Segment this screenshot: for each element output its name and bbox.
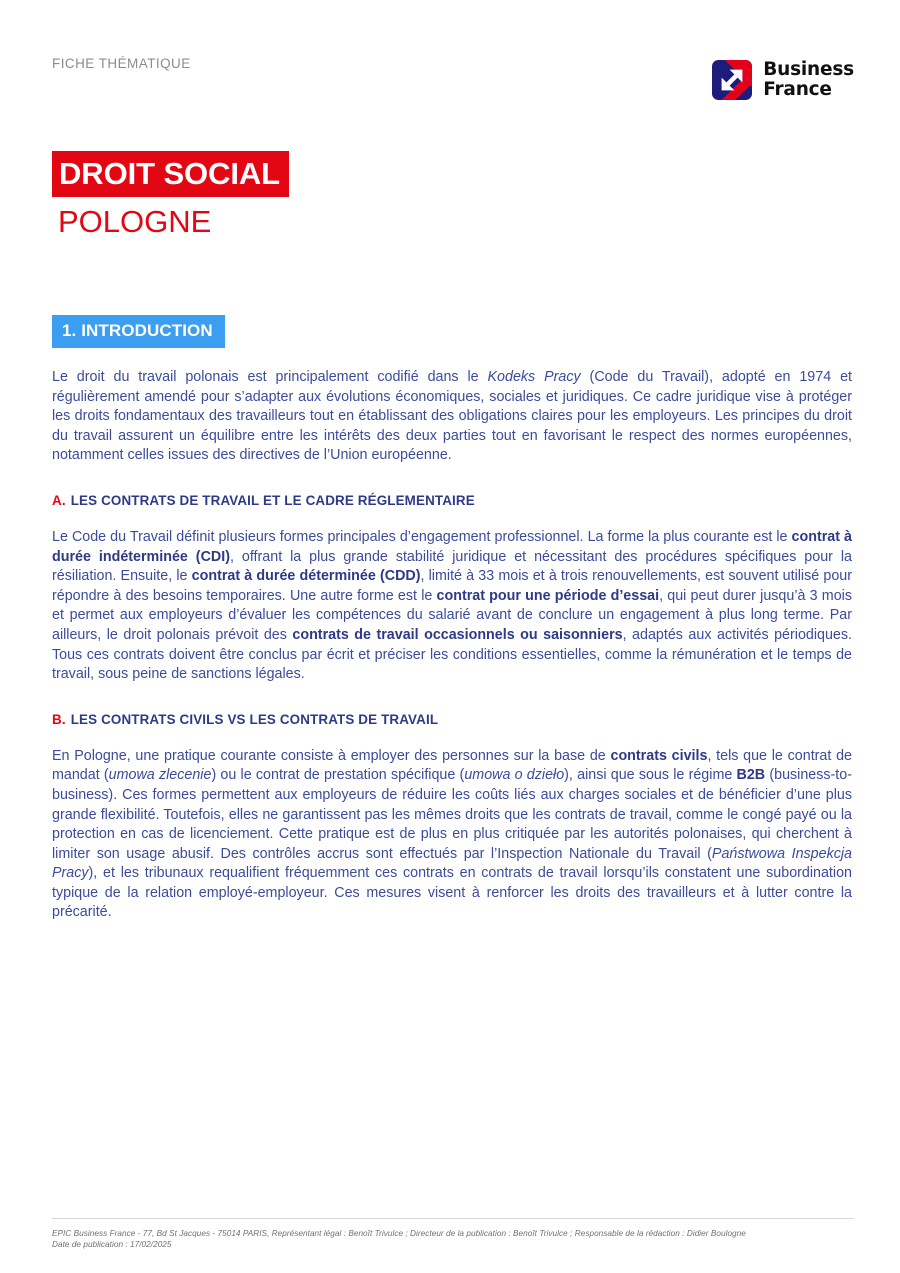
title-subtitle: POLOGNE: [58, 204, 212, 239]
business-france-logo: [712, 52, 854, 108]
sa-t3: , limité à 33 mois et à trois renouvellements, est souvent utilisé pour répondre à des besoins temporaires. Une autre forme est le: [52, 568, 852, 604]
intro-text-2: (Code du Travail), adopté en 1974 et régulièrement amendé pour s’adapter aux évolutions économiques, sociales et juridiques. Ce cadre juridique vise à protéger les droits fondamentaux des travailleurs tout en établissant des obligations claires pour les employeurs. Les principes du droit du travail assurent un équilibre entre les intérêts des deux parties tout en favorisant le respect des normes européennes, notamment celles issues des directives de l’Union européenne.: [52, 369, 852, 464]
spacer: [52, 685, 852, 712]
sb-t1: En Pologne, une pratique courante consiste à employer des personnes sur la base de: [52, 747, 611, 764]
intro-paragraph: [52, 368, 852, 466]
sb-i3-panstwowa-inspekcja-pracy: Państwowa Inspekcja Pracy: [52, 845, 853, 882]
footer-publication-date: Date de publication : 17/02/2025: [52, 1240, 172, 1250]
sb-t5: (business-to-business). Ces formes permettent aux employeurs de réduire les coûts liés aux charges sociales et de bénéficier d’une plus grande flexibilité. Toutefois, elles ne garantissent pas les mêmes droits que les contrats de travail, comme le congé payé ou la protection en cas de licenciement. Cette pratique est de plus en plus critiquée par les autorités polonaises, qui cherchent à limiter son usage abusif. Des contrôles accrus sont effectués par l’Inspection Nationale du Travail (: [52, 767, 852, 862]
business-france-logo-icon: [712, 60, 752, 100]
spacer: [52, 466, 852, 493]
section-heading-introduction: 1. INTRODUCTION: [52, 315, 225, 348]
logo-line-business: Business: [763, 58, 854, 80]
sb-t2: , tels que le contrat de mandat (: [52, 747, 852, 784]
footer-divider: [52, 1218, 854, 1219]
page-header: [52, 52, 854, 114]
subsection-a-title: LES CONTRATS DE TRAVAIL ET LE CADRE RÉGLEMENTAIRE: [70, 492, 475, 508]
document-body: [52, 368, 852, 923]
sb-i1-umowa-zlecenie: umowa zlecenie: [108, 767, 212, 784]
page-footer: [52, 1218, 854, 1251]
sb-b2-b2b: B2B: [736, 767, 766, 784]
sa-t2: , offrant la plus grande stabilité juridique et nécessitant des procédures spécifiques pour la résiliation. Ensuite, le: [52, 548, 852, 585]
intro-italic-kodeks-pracy: Kodeks Pracy: [487, 369, 581, 385]
sb-t4: ), ainsi que sous le régime: [564, 767, 737, 784]
subsection-b-paragraph: [52, 747, 852, 923]
sa-b4-occasionnels: contrats de travail occasionnels ou saisonniers: [292, 626, 623, 643]
sa-t1: Le Code du Travail définit plusieurs formes principales d’engagement professionnel. La forme la plus courante est le: [52, 528, 792, 545]
footer-legal-line: EPIC Business France - 77, Bd St Jacques - 75014 PARIS, Représentant légal : Benoît Trivulce ; Directeur de la publication : Benoît Trivulce ; Responsable de la rédaction : Didier Boulogne: [52, 1228, 746, 1238]
subsection-a-letter: A.: [52, 492, 66, 508]
sa-t4: , qui peut durer jusqu’à 3 mois et permet aux employeurs d’évaluer les compétences du salarié avant de conclure un engagement à plus long terme. Par ailleurs, le droit polonais prévoit des: [52, 587, 852, 643]
subsection-a-paragraph: [52, 528, 852, 685]
sa-b1-cdi: contrat à durée indéterminée (CDI): [52, 528, 852, 565]
sb-t3: ) ou le contrat de prestation spécifique (: [211, 767, 465, 784]
logo-wordmark: [763, 58, 854, 100]
intro-text-1: Le droit du travail polonais est principalement codifié dans le: [52, 369, 488, 385]
logo-line-france: France: [763, 79, 832, 100]
sb-t6: ), et les tribunaux requalifient fréquemment ces contrats en contrats de travail lorsqu’ils constatent une subordination typique de la relation employé-employeur. Ces mesures visent à renforcer les droits des travailleurs et à lutter contre la précarité.: [52, 865, 852, 921]
subsection-a-heading: [52, 493, 852, 508]
sa-b2-cdd: contrat à durée déterminée (CDD): [191, 568, 421, 585]
subsection-b-title: LES CONTRATS CIVILS VS LES CONTRATS DE TRAVAIL: [70, 711, 439, 727]
sa-t5: , adaptés aux activités périodiques. Tous ces contrats doivent être conclus par écrit et préciser les conditions essentielles, comme la rémunération et le temps de travail, sous peine de sanctions légales.: [52, 626, 853, 683]
subsection-b-heading: [52, 712, 852, 727]
sa-b3-periode-essai: contrat pour une période d’essai: [436, 587, 660, 604]
document-kicker: FICHE THÉMATIQUE: [52, 56, 191, 71]
sb-i2-umowa-o-dzielo: umowa o dzieło: [464, 767, 565, 784]
title-main: DROIT SOCIAL: [52, 151, 289, 197]
subsection-b-letter: B.: [52, 711, 66, 727]
sb-b1-contrats-civils: contrats civils: [610, 747, 708, 764]
page-title: [52, 151, 289, 237]
